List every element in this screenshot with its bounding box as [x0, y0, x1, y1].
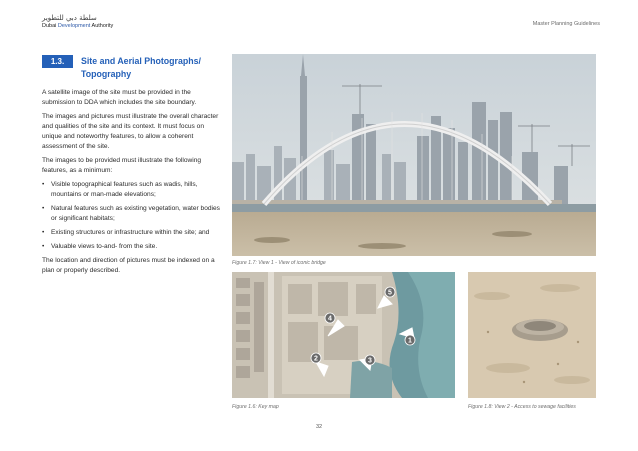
map-marker-1 [405, 335, 415, 345]
logo-word-development: Development [57, 23, 91, 29]
list-item: • Natural features such as existing vegetation, water bodies or significant habitats; [42, 204, 220, 224]
map-marker-label: 3 [368, 357, 372, 365]
section-number-badge: 1.3. [42, 55, 73, 68]
logo-arabic-text: سلطة دبي للتطوير [42, 14, 97, 22]
paragraph-2: The images and pictures must illustrate the overall character and qualities of the site and its context. It must focus on unique and noteworthy features, to allow a coherent assessment of the site. [42, 113, 219, 150]
document-title-header: Master Planning Guidelines [532, 21, 600, 27]
section-title: Site and Aerial Photographs/ Topography [81, 56, 201, 79]
map-marker-3 [365, 355, 375, 365]
map-marker-5 [385, 287, 395, 297]
key-map [232, 272, 455, 398]
bridge-photo [232, 54, 596, 256]
list-item: • Valuable views to-and- from the site. [42, 242, 220, 252]
body-text [42, 88, 220, 280]
page-number: 32 [315, 424, 323, 430]
map-marker-2 [311, 353, 321, 363]
map-marker-label: 2 [314, 355, 318, 363]
paragraph-1: A satellite image of the site must be provided in the submission to DDA which includes the site boundary. [42, 89, 197, 106]
figure-caption-sewage: Figure 1.8: View 2 - Access to sewage facilities [468, 404, 576, 410]
map-marker-label: 5 [388, 289, 392, 297]
dda-logo [42, 14, 113, 29]
logo-word-authority: Authority [90, 23, 114, 29]
figure-caption-key-map: Figure 1.6: Key map [232, 404, 279, 410]
logo-word-dubai: Dubai [42, 23, 58, 29]
list-item: • Existing structures or infrastructure within the site; and [42, 228, 220, 238]
feature-list [42, 180, 220, 252]
figure-caption-bridge: Figure 1.7: View 1 - View of iconic bridge [232, 260, 326, 266]
sewage-facility-photo [468, 272, 596, 398]
list-item: • Visible topographical features such as wadis, hills, mountains or man-made elevations; [42, 180, 220, 200]
paragraph-4: The location and direction of pictures must be indexed on a plan or properly described. [42, 257, 215, 274]
map-marker-4 [325, 313, 335, 323]
map-marker-label: 1 [408, 337, 412, 345]
map-marker-label: 4 [328, 315, 332, 323]
paragraph-3: The images to be provided must illustrate the following features, as a minimum: [42, 157, 202, 174]
logo-english-text [42, 23, 113, 29]
